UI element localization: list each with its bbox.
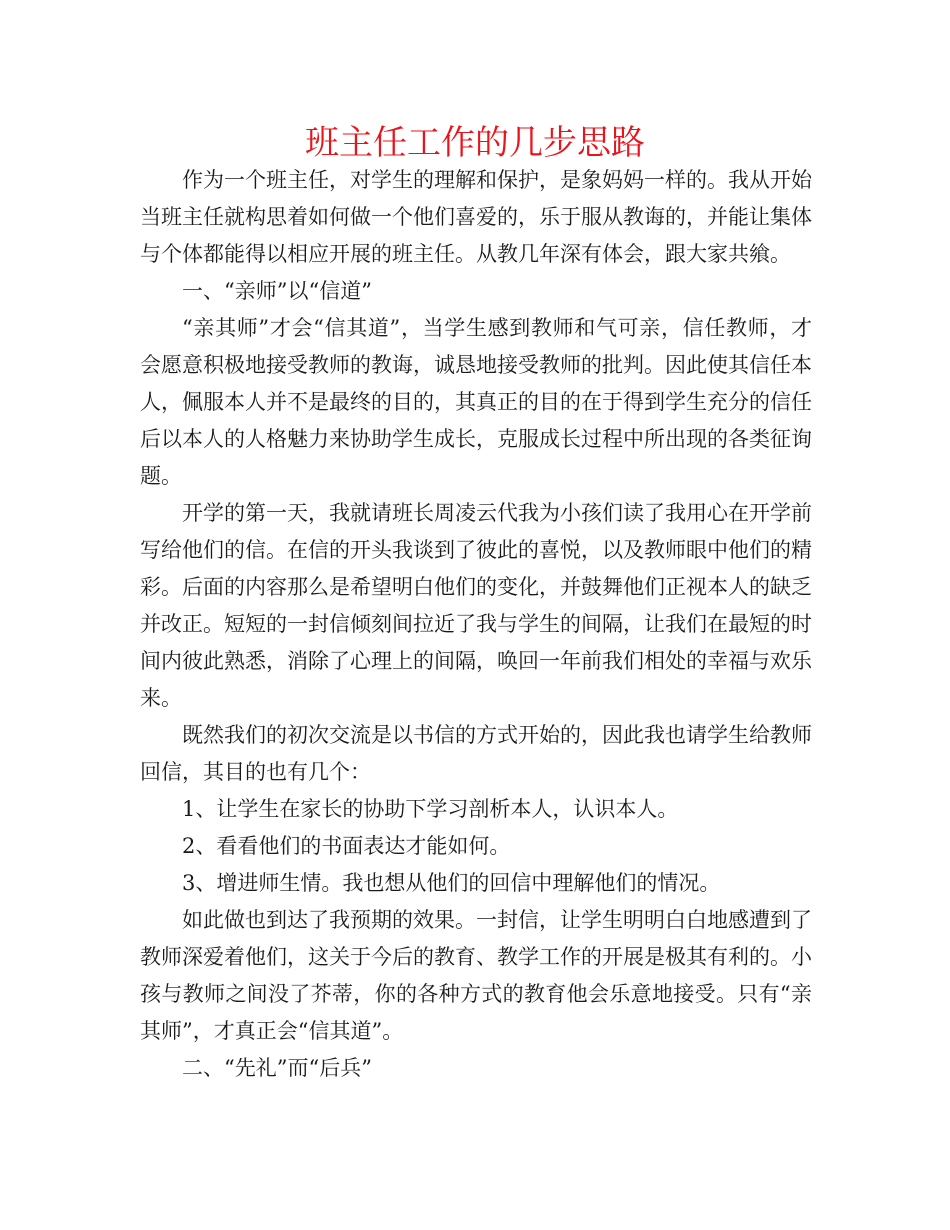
paragraph: 如此做也到达了我预期的效果。一封信，让学生明明白白地感遭到了教师深爱着他们，这关于今后的教育、教学工作的开展是极其有利的。小孩与教师之间没了芥蒂，你的各种方式的教育他会乐意地接受。只有“亲其师”，才真正会“信其道”。 — [140, 908, 812, 1043]
paragraph: 既然我们的初次交流是以书信的方式开始的，因此我也请学生给教师回信，其目的也有几个： — [140, 723, 812, 784]
section-heading-2: 二、“先礼”而“后兵” — [182, 1056, 372, 1080]
document-body — [140, 162, 812, 1087]
list-item: 1、让学生在家长的协助下学习剖析本人，认识本人。 — [182, 797, 679, 821]
list-item: 3、增进师生情。我也想从他们的回信中理解他们的情况。 — [182, 871, 721, 895]
section-heading-1: 一、“亲师”以“信道” — [182, 279, 372, 303]
list-item: 2、看看他们的书面表达才能如何。 — [182, 834, 511, 858]
document-title: 班主任工作的几步思路 — [305, 123, 645, 163]
paragraph: “亲其师”才会“信其道”，当学生感到教师和气可亲，信任教师，才会愿意积极地接受教师的教诲，诚恳地接受教师的批判。因此使其信任本人，佩服本人并不是最终的目的，其真正的目的在于得到学生充分的信任后以本人的人格魅力来协助学生成长，克服成长过程中所出现的各类征询题。 — [140, 316, 812, 488]
paragraph: 开学的第一天，我就请班长周凌云代我为小孩们读了我用心在开学前写给他们的信。在信的开头我谈到了彼此的喜悦，以及教师眼中他们的精彩。后面的内容那么是希望明白他们的变化，并鼓舞他们正视本人的缺乏并改正。短短的一封信倾刻间拉近了我与学生的间隔，让我们在最短的时间内彼此熟悉，消除了心理上的间隔，唤回一年前我们相处的幸福与欢乐来。 — [140, 501, 812, 710]
paragraph-intro: 作为一个班主任，对学生的理解和保护，是象妈妈一样的。我从开始当班主任就构思着如何做一个他们喜爱的，乐于服从教诲的，并能让集体与个体都能得以相应开展的班主任。从教几年深有体会，跟大家共飨。 — [140, 168, 812, 266]
